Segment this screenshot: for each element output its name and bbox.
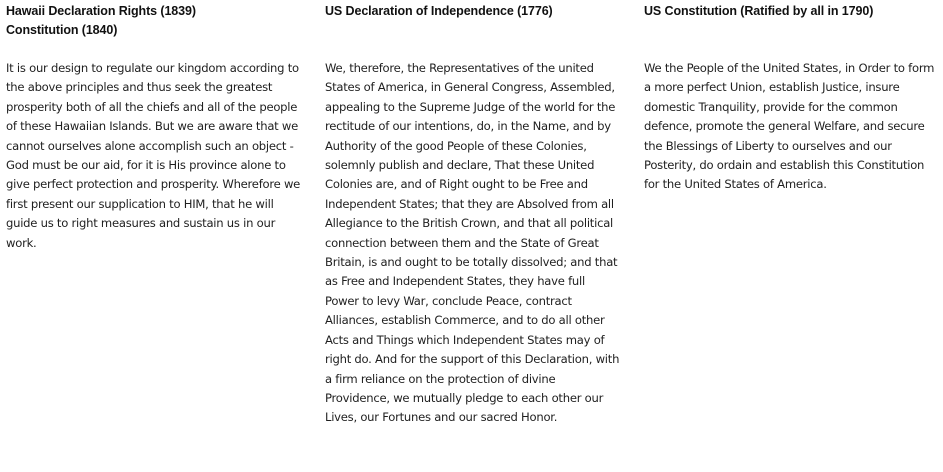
column-hawaii-constitution bbox=[6, 0, 306, 250]
heading-line-1: US Declaration of Independence (1776) bbox=[325, 4, 553, 18]
heading-line-1: US Constitution (Ratified by all in 1790) bbox=[644, 4, 874, 18]
heading-line-2: Constitution (1840) bbox=[6, 23, 118, 37]
column-heading bbox=[6, 2, 306, 40]
column-us-constitution bbox=[644, 0, 940, 192]
column-declaration-of-independence bbox=[325, 0, 625, 425]
column-body-text: We, therefore, the Representatives of the united States of America, in General Congress, Assembled, appealing to the Supreme Judge of the world for the rectitude of our intentions, do, in the Name, and by Authority of the good People of these Colonies, solemnly publish and declare, That these United Colonies are, and of Right ought to be Free and Independent States; that they are Absolved from all Allegiance to the British Crown, and that all political connection between them and the State of Great Britain, is and ought to be totally dissolved; and that as Free and Independent States, they have full Power to levy War, conclude Peace, contract Alliances, establish Commerce, and to do all other Acts and Things which Independent States may of right do. And for the support of this Declaration, with a firm reliance on the protection of divine Providence, we mutually pledge to each other our Lives, our Fortunes and our sacred Honor. bbox=[325, 61, 620, 425]
column-heading bbox=[644, 2, 940, 21]
column-body-text: We the People of the United States, in Order to form a more perfect Union, establish Justice, insure domestic Tranquility, provide for the common defence, promote the general Welfare, and secure the Blessings of Liberty to ourselves and our Posterity, do ordain and establish this Constitution for the United States of America. bbox=[644, 61, 935, 192]
column-heading bbox=[325, 2, 625, 21]
column-body-text: It is our design to regulate our kingdom according to the above principles and thus seek the greatest prosperity both of all the chiefs and all of the people of these Hawaiian Islands. But we are aware that we cannot ourselves alone accomplish such an object - God must be our aid, for it is His province alone to give perfect protection and prosperity. Wherefore we first present our supplication to HIM, that he will guide us to right measures and sustain us in our work. bbox=[6, 61, 301, 250]
heading-line-1: Hawaii Declaration Rights (1839) bbox=[6, 4, 196, 18]
